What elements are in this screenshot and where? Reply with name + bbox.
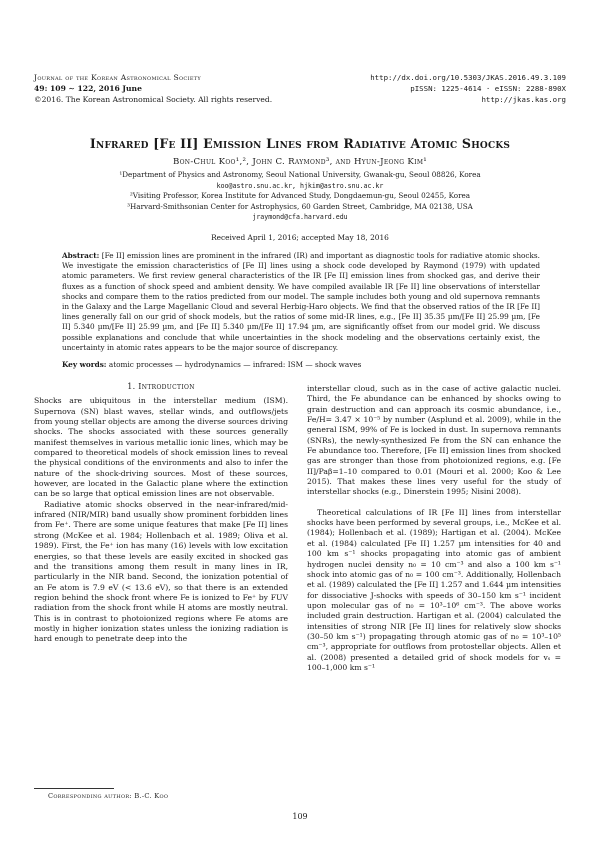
paragraph: Shocks are ubiquitous in the interstellar medium (ISM). Supernova (SN) blast waves, stellar winds, and outflows/jets from young stellar objects are among the diverse sources driving shocks. The shocks associated with these sources generally manifest themselves in various metallic ionic lines, which may be compared to theoretical models of shock emission lines to reveal the physical conditions of the environments and also to infer the nature of the shock-driving sources. Most of these sources, however, are located in the Galactic plane where the extinction can be so large that optical emission lines are not observable. (34, 396, 288, 499)
journal-url[interactable]: http://jkas.kas.org (481, 95, 566, 104)
issn: pISSN: 1225-4614 · eISSN: 2288-890X (410, 84, 566, 93)
affiliations (0, 170, 600, 223)
abstract-label: Abstract: (62, 251, 100, 260)
paragraph: Theoretical calculations of IR [Fe II] lines from interstellar shocks have been performed by several groups, i.e., McKee et al. (1984); Hollenbach et al. (1989); Hartigan et al. (2004). McKee et al. (1984) calculated [Fe II] 1.257 µm intensities for 40 and 100 km s⁻¹ shocks propagating into atomic gas of ambient hydrogen nuclei density n₀ = 10 cm⁻³ and also a 100 km s⁻¹ shock into atomic gas of n₀ = 100 cm⁻³. Additionally, Hollenbach et al. (1989) calculated the [Fe II] 1.257 and 1.644 µm intensities for dissociative J-shocks with speeds of 30–150 km s⁻¹ incident upon molecular gas of n₀ = 10³–10⁶ cm⁻³. The above works included grain destruction. Hartigan et al. (2004) calculated the intensities of strong NIR [Fe II] lines for relatively slow shocks (30–50 km s⁻¹) propagating through atomic gas of n₀ = 10³–10⁵ cm⁻³, appropriate for outflows from protostellar objects. Allen et al. (2008) presented a detailed grid of shock models for vₛ = 100–1,000 km s⁻¹ (307, 507, 561, 672)
abstract (62, 251, 540, 353)
keywords-label: Key words: (62, 360, 107, 369)
volume-line: 49: 109 ∼ 122, 2016 June (34, 84, 142, 93)
paragraph: interstellar cloud, such as in the case of active galactic nuclei. Third, the Fe abundance can be enhanced by shocks owing to grain destruction and can approach its cosmic abundance, i.e., Fe/H= 3.47 × 10⁻⁵ by number (Asplund et al. 2009), while in the general ISM, 99% of Fe is locked in dust. In supernova remnants (SNRs), the newly-synthesized Fe from the SN can enhance the Fe abundance too. Therefore, [Fe II] emission lines from shocked gas are stronger than those from photoionized regions, e.g. [Fe II]/Paβ=1–10 compared to 0.01 (Mouri et al. 2000; Koo & Lee 2015). That makes these lines very useful for the study of interstellar shocks (e.g., Dinerstein 1995; Nisini 2008). (307, 384, 561, 497)
email-1[interactable]: koo@astro.snu.ac.kr, hjkim@astro.snu.ac.kr (216, 181, 384, 190)
corresponding-author: Corresponding author: B.-C. Koo (48, 792, 169, 800)
journal-name: Journal of the Korean Astronomical Society (34, 73, 202, 82)
abstract-text: [Fe II] emission lines are prominent in the infrared (IR) and important as diagnostic tools for radiative atomic shocks. We investigate the emission characteristics of [Fe II] lines using a shock code developed by Raymond (1979) with updated atomic parameters. We first review general characteristics of the IR [Fe II] emission lines from shocked gas, and derive their fluxes as a function of shock speed and ambient density. We have compiled available IR [Fe II] line observations of interstellar shocks and compare them to the ratios predicted from our model. The sample includes both young and old supernova remnants in the Galaxy and the Large Magellanic Cloud and several Herbig-Haro objects. We find that the observed ratios of the IR [Fe II] lines generally fall on our grid of shock models, but the ratios of some mid-IR lines, e.g., [Fe II] 35.35 µm/[Fe II] 25.99 µm, [Fe II] 5.340 µm/[Fe II] 25.99 µm, and [Fe II] 5.340 µm/[Fe II] 17.94 µm, are significantly offset from our model grid. We discuss possible explanations and conclude that while uncertainties in the shock modeling and the observations certainly exist, the uncertainty in atomic rates appears to be the major source of discrepancy. (62, 251, 540, 352)
paper-title: Infrared [Fe II] Emission Lines from Radiative Atomic Shocks (89, 136, 511, 151)
keywords-text: atomic processes — hydrodynamics — infrared: ISM — shock waves (108, 360, 362, 369)
section-heading: 1. Introduction (127, 382, 195, 391)
affiliation-3: ³Harvard-Smithsonian Center for Astrophysics, 60 Garden Street, Cambridge, MA 02138, USA (127, 201, 473, 211)
received-date: Received April 1, 2016; accepted May 18, 2016 (211, 233, 389, 242)
author-list: Bon-Chul Koo¹,², John C. Raymond³, and Hyun-Jeong Kim¹ (172, 157, 428, 167)
journal-identifiers (370, 72, 566, 105)
paragraph: Radiative atomic shocks observed in the near-infrared/mid-infrared (NIR/MIR) band usually show prominent forbidden lines from Fe⁺. There are some unique features that make [Fe II] lines strong (McKee et al. 1984; Hollenbach et al. 1989; Oliva et al. 1989). First, the Fe⁺ ion has many (16) levels with low excitation energies, so that these levels are easily excited in shocked gas and the transitions among them result in many lines in IR, particularly in the NIR band. Second, the ionization potential of an Fe atom is 7.9 eV (< 13.6 eV), so that there is an extended region behind the shock front where Fe is ionized to Fe⁺ by FUV radiation from the shock front while H atoms are mostly neutral. This is in contrast to photoionized regions where Fe atoms are mostly in higher ionization states unless the ionizing radiation is hard enough to penetrate deep into the (34, 499, 288, 644)
footnote-rule (34, 788, 114, 789)
left-column (34, 382, 288, 645)
affiliation-1: ¹Department of Physics and Astronomy, Seoul National University, Gwanak-gu, Seoul 08826, Korea (119, 170, 481, 179)
copyright: ©2016. The Korean Astronomical Society. All rights reserved. (34, 95, 273, 104)
right-column (307, 384, 561, 673)
affiliation-2: ²Visiting Professor, Korea Institute for Advanced Study, Dongdaemun-gu, Seoul 02455, Korea (129, 191, 471, 201)
email-2[interactable]: jraymond@cfa.harvard.edu (252, 213, 348, 222)
doi-link[interactable]: http://dx.doi.org/10.5303/JKAS.2016.49.3.109 (370, 73, 566, 82)
page-number: 109 (292, 812, 308, 821)
keywords (62, 360, 540, 369)
journal-header (34, 72, 272, 105)
